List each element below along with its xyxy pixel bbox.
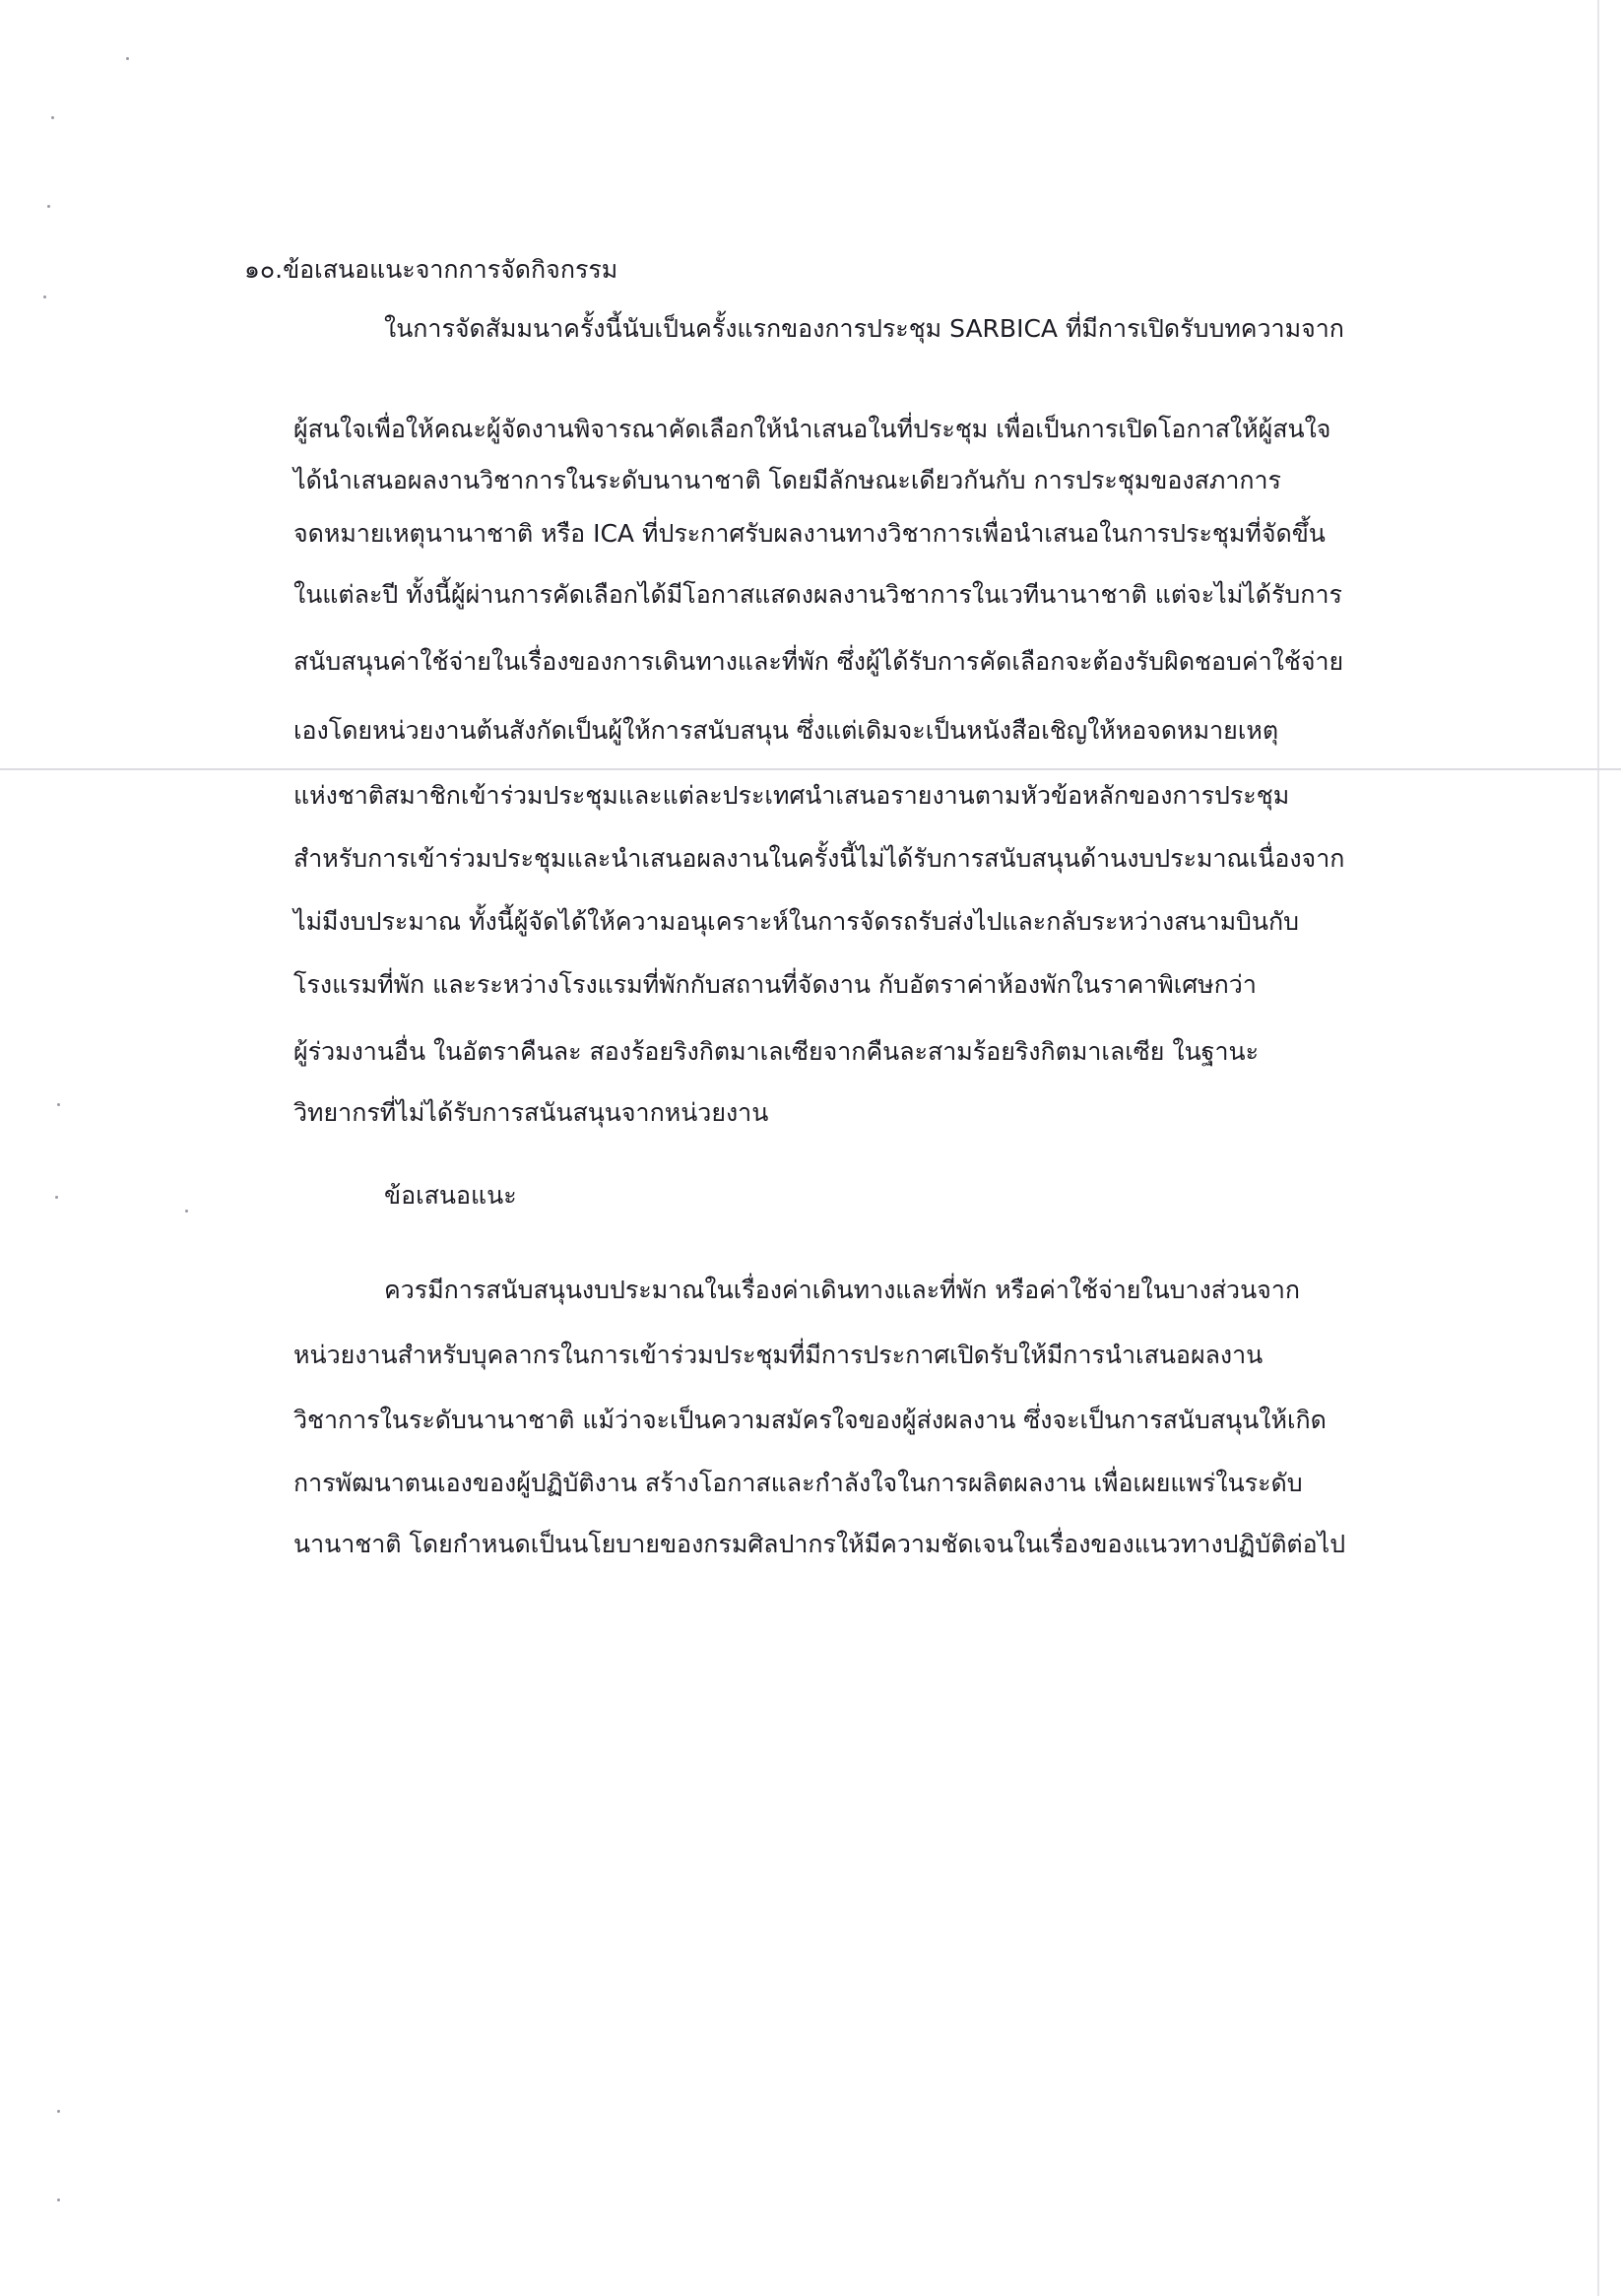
- section-heading: ๑๐.ข้อเสนอแนะจากการจัดกิจกรรม: [244, 255, 618, 284]
- paragraph2-line: วิชาการในระดับนานาชาติ แม้ว่าจะเป็นความสมัครใจของผู้ส่งผลงาน ซึ่งจะเป็นการสนับสนุนให้เกิด: [293, 1406, 1327, 1434]
- paragraph1-line: ในแต่ละปี ทั้งนี้ผู้ผ่านการคัดเลือกได้มีโอกาสแสดงผลงานวิชาการในเวทีนานาชาติ แต่จะไม่ได้รับการ: [293, 580, 1342, 609]
- paragraph1-line: จดหมายเหตุนานาชาติ หรือ ICA ที่ประกาศรับผลงานทางวิชาการเพื่อนำเสนอในการประชุมที่จัดขึ้น: [293, 519, 1326, 548]
- paragraph1-line: สนับสนุนค่าใช้จ่ายในเรื่องของการเดินทางและที่พัก ซึ่งผู้ได้รับการคัดเลือกจะต้องรับผิดชอบค่าใช้จ่าย: [293, 647, 1344, 676]
- scan-speck: [47, 205, 50, 208]
- scan-speck: [43, 295, 46, 298]
- paragraph1-line: ผู้สนใจเพื่อให้คณะผู้จัดงานพิจารณาคัดเลือกให้นำเสนอในที่ประชุม เพื่อเป็นการเปิดโอกาสให้ผู้สนใจ: [293, 415, 1331, 443]
- paragraph1-line: โรงแรมที่พัก และระหว่างโรงแรมที่พักกับสถานที่จัดงาน กับอัตราค่าห้องพักในราคาพิเศษกว่า: [293, 970, 1257, 999]
- scan-edge-shadow: [1597, 0, 1599, 2296]
- scan-speck: [55, 1196, 58, 1199]
- paragraph1-line: เองโดยหน่วยงานต้นสังกัดเป็นผู้ให้การสนับสนุน ซึ่งแต่เดิมจะเป็นหนังสือเชิญให้หอจดหมายเหตุ: [293, 716, 1279, 745]
- recommendation-heading: ข้อเสนอแนะ: [384, 1181, 517, 1210]
- scan-speck: [185, 1210, 188, 1213]
- scan-speck: [51, 116, 54, 119]
- paragraph2-line: การพัฒนาตนเองของผู้ปฏิบัติงาน สร้างโอกาสและกำลังใจในการผลิตผลงาน เพื่อเผยแพร่ในระดับ: [293, 1469, 1303, 1497]
- scan-speck: [57, 2198, 60, 2201]
- paragraph1-line: แห่งชาติสมาชิกเข้าร่วมประชุมและแต่ละประเทศนำเสนอรายงานตามหัวข้อหลักของการประชุม: [293, 781, 1290, 810]
- scan-speck: [126, 57, 129, 60]
- scan-fold-line: [0, 768, 1621, 770]
- paragraph2-line: ควรมีการสนับสนุนงบประมาณในเรื่องค่าเดินทางและที่พัก หรือค่าใช้จ่ายในบางส่วนจาก: [384, 1276, 1301, 1304]
- scan-speck: [57, 1103, 60, 1106]
- paragraph1-line: ได้นำเสนอผลงานวิชาการในระดับนานาชาติ โดยมีลักษณะเดียวกันกับ การประชุมของสภาการ: [293, 466, 1281, 494]
- paragraph1-line: ผู้ร่วมงานอื่น ในอัตราคืนละ สองร้อยริงกิตมาเลเซียจากคืนละสามร้อยริงกิตมาเลเซีย ในฐานะ: [293, 1037, 1260, 1066]
- scan-speck: [57, 2110, 60, 2113]
- paragraph1-line: ในการจัดสัมมนาครั้งนี้นับเป็นครั้งแรกของการประชุม SARBICA ที่มีการเปิดรับบทความจาก: [384, 314, 1344, 343]
- paragraph2-line: นานาชาติ โดยกำหนดเป็นนโยบายของกรมศิลปากรให้มีความชัดเจนในเรื่องของแนวทางปฏิบัติต่อไป: [293, 1530, 1346, 1558]
- paragraph2-line: หน่วยงานสำหรับบุคลากรในการเข้าร่วมประชุมที่มีการประกาศเปิดรับให้มีการนำเสนอผลงาน: [293, 1341, 1264, 1369]
- paragraph1-line: วิทยากรที่ไม่ได้รับการสนันสนุนจากหน่วยงาน: [293, 1098, 769, 1127]
- paragraph1-line: ไม่มีงบประมาณ ทั้งนี้ผู้จัดได้ให้ความอนุเคราะห์ในการจัดรถรับส่งไปและกลับระหว่างสนามบินกับ: [293, 907, 1300, 936]
- paragraph1-line: สำหรับการเข้าร่วมประชุมและนำเสนอผลงานในครั้งนี้ไม่ได้รับการสนับสนุนด้านงบประมาณเนื่องจาก: [293, 844, 1345, 873]
